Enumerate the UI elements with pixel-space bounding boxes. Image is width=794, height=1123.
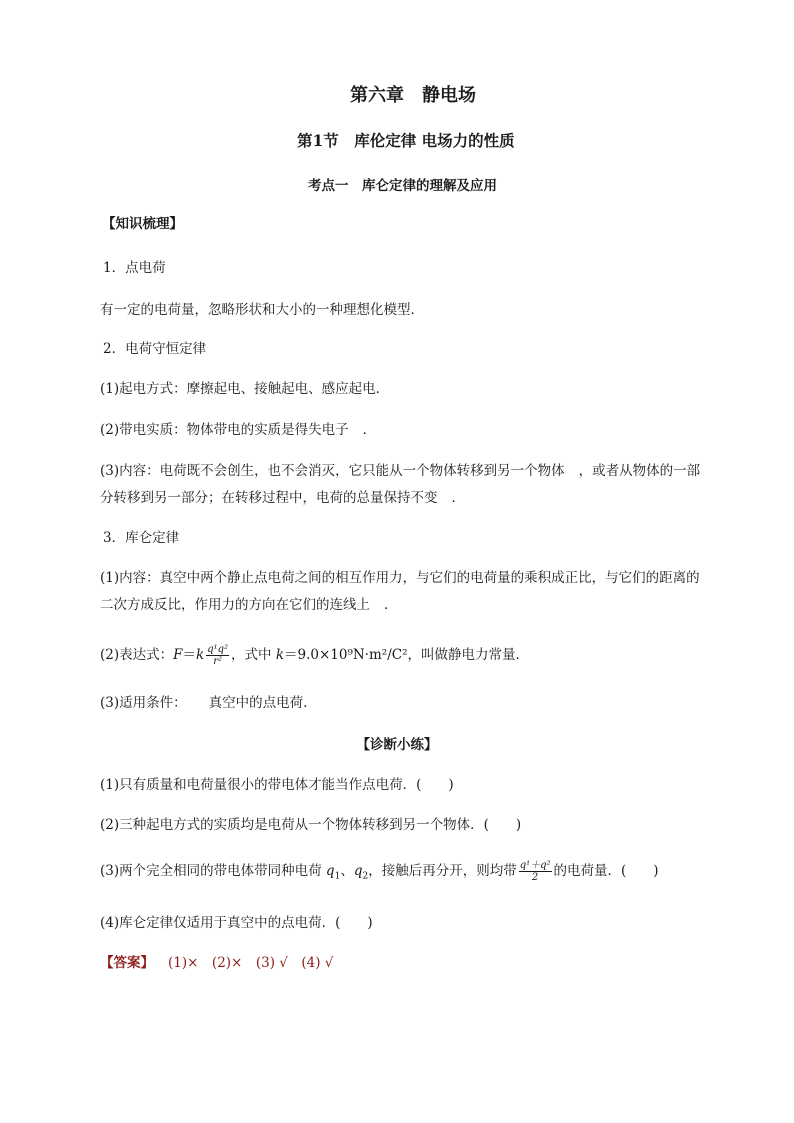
q3-charge-1-sub: 1: [334, 871, 341, 882]
item3-paragraph-1-line-2: [100, 596, 730, 614]
item2-paragraph-1: (1)起电方式：摩擦起电、接触起电、感应起电．: [100, 381, 390, 397]
item3-paragraph-1-text: 二次方成反比，作用力的方向在它们的连线上: [100, 597, 370, 613]
item2-paragraph-2: [100, 421, 730, 439]
q3-fraction: [519, 860, 552, 883]
expression-middle: ，式中: [231, 647, 276, 663]
condition-value: 真空中的点电荷.: [208, 695, 308, 711]
item1-heading: 1．点电荷: [103, 260, 166, 276]
item2-paragraph-3-end: ．: [451, 490, 465, 506]
constant-symbol-2: k: [275, 647, 284, 663]
practice-heading: 【诊断小练】: [356, 737, 438, 753]
knowledge-heading: 【知识梳理】: [102, 216, 183, 232]
condition-label: (3)适用条件：: [100, 695, 187, 711]
practice-question-1: (1)只有质量和电荷量很小的带电体才能当作点电荷．( ): [100, 777, 454, 793]
item2-paragraph-3-text-c: 分转移到另一部分；在转移过程中，电荷的总量保持不变: [100, 490, 438, 506]
coulomb-fraction-denominator: r²: [213, 656, 222, 667]
expression-suffix: ，叫做静电力常量．: [407, 647, 529, 663]
item3-paragraph-3: [100, 694, 730, 712]
coulomb-fraction: [206, 644, 229, 667]
item3-paragraph-1-end: ．: [384, 597, 398, 613]
q3-fraction-numerator: q¹＋q²: [519, 860, 551, 871]
q3-charge-2: q: [353, 863, 363, 879]
q3-fraction-denominator: 2: [531, 872, 539, 883]
item2-paragraph-2-text: (2)带电实质：物体带电的实质是得失电子: [100, 422, 349, 438]
practice-question-2: (2)三种起电方式的实质均是电荷从一个物体转移到另一个物体．( ): [100, 817, 522, 833]
topic-title: 考点一 库仑定律的理解及应用: [308, 178, 497, 194]
answer-values: (1)× (2)× (3) √ (4) √: [168, 955, 334, 971]
expression-prefix: (2)表达式：: [100, 647, 174, 663]
item2-paragraph-2-end: ．: [362, 422, 377, 438]
q3-charge-2-sub: 2: [362, 871, 369, 882]
section-title: 第1节 库伦定律 电场力的性质: [297, 131, 515, 150]
item2-paragraph-3-text-b: ，或者从物体的一部: [578, 463, 701, 479]
item2-paragraph-3-text-a: (3)内容：电荷既不会创生，也不会消灭，它只能从一个物体转移到另一个物体: [100, 463, 565, 479]
q3-prefix: (3)两个完全相同的带电体带同种电荷: [100, 863, 326, 879]
item3-heading: 3．库仑定律: [103, 530, 180, 546]
practice-question-4: (4)库仑定律仅适用于真空中的点电荷．( ): [100, 915, 373, 931]
item2-paragraph-3-line-2: [100, 489, 730, 507]
item2-paragraph-3-line-1: [100, 462, 730, 480]
item2-heading: 2．电荷守恒定律: [103, 341, 207, 357]
answer-label: 【答案】: [100, 955, 154, 971]
constant-value: ＝9.0×10⁹N·m²/C²: [284, 647, 408, 663]
practice-question-3: [100, 858, 730, 884]
item3-paragraph-2: [100, 643, 730, 667]
answer-line: [100, 954, 730, 972]
q3-separator: 、: [340, 863, 354, 879]
q3-middle: ，接触后再分开，则均带: [368, 863, 517, 879]
constant-symbol: k: [196, 647, 205, 663]
force-symbol: F: [173, 647, 183, 663]
equals-sign: ＝: [182, 647, 196, 663]
coulomb-fraction-numerator: q¹q²: [207, 644, 229, 655]
item1-text: 有一定的电荷量，忽略形状和大小的一种理想化模型．: [100, 302, 424, 318]
q3-charge-1: q: [325, 863, 335, 879]
chapter-title: 第六章 静电场: [350, 85, 476, 106]
item3-paragraph-1-line-1: (1)内容：真空中两个静止点电荷之间的相互作用力，与它们的电荷量的乘积成正比，与它们的距离的: [100, 570, 700, 586]
q3-suffix: 的电荷量．( ): [553, 863, 659, 879]
